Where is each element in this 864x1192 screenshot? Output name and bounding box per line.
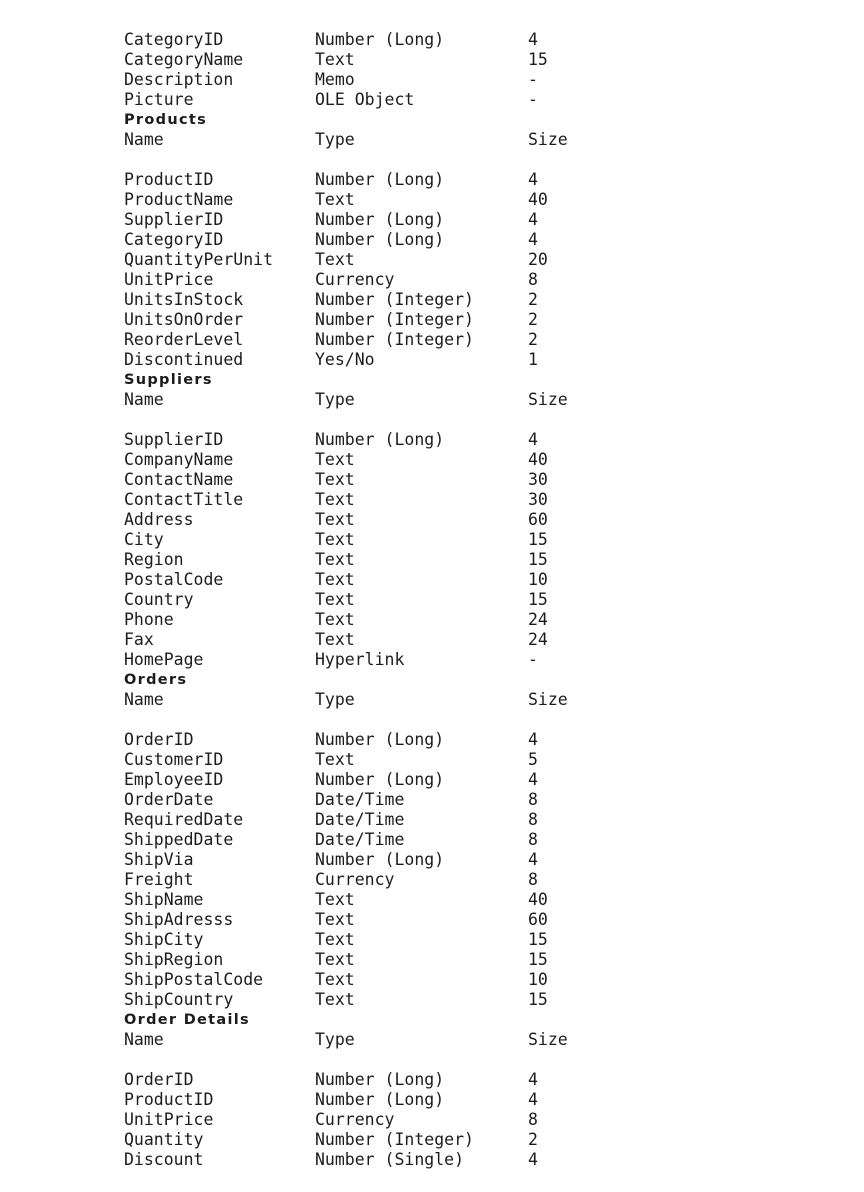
field-type: Text xyxy=(315,50,355,69)
table-title: Orders xyxy=(124,672,188,688)
field-name: RequiredDate xyxy=(124,810,244,829)
blank-line xyxy=(124,410,864,430)
field-type: Number (Integer) xyxy=(315,310,474,329)
field-type: Number (Long) xyxy=(315,770,445,789)
field-name: HomePage xyxy=(124,650,204,669)
field-name: ProductID xyxy=(124,1090,214,1109)
field-row xyxy=(124,30,864,50)
field-type: Text xyxy=(315,490,355,509)
field-row xyxy=(124,530,864,550)
field-row xyxy=(124,250,864,270)
field-size: 2 xyxy=(528,1130,538,1149)
field-type: Number (Long) xyxy=(315,730,445,749)
field-size: 8 xyxy=(528,810,538,829)
field-name: CategoryID xyxy=(124,30,224,49)
field-size: 15 xyxy=(528,950,548,969)
column-header-row xyxy=(124,130,864,150)
field-type: Date/Time xyxy=(315,830,405,849)
field-size: 40 xyxy=(528,890,548,909)
field-row xyxy=(124,170,864,190)
table-title: Suppliers xyxy=(124,372,213,388)
field-name: ShipAdresss xyxy=(124,910,234,929)
column-header-type: Type xyxy=(315,1030,355,1049)
field-row xyxy=(124,1110,864,1130)
field-row xyxy=(124,1150,864,1170)
field-size: 10 xyxy=(528,570,548,589)
field-name: UnitsOnOrder xyxy=(124,310,244,329)
field-name: Region xyxy=(124,550,184,569)
field-name: CustomerID xyxy=(124,750,224,769)
field-name: OrderID xyxy=(124,730,194,749)
field-name: Country xyxy=(124,590,194,609)
field-name: UnitPrice xyxy=(124,1110,214,1129)
field-type: Text xyxy=(315,570,355,589)
field-row xyxy=(124,510,864,530)
field-size: 4 xyxy=(528,230,538,249)
field-type: Number (Long) xyxy=(315,430,445,449)
field-type: Number (Long) xyxy=(315,210,445,229)
field-type: Text xyxy=(315,990,355,1009)
field-row xyxy=(124,1090,864,1110)
field-type: Memo xyxy=(315,70,355,89)
field-row xyxy=(124,630,864,650)
field-size: 1 xyxy=(528,350,538,369)
schema-table xyxy=(124,370,864,670)
field-size: 5 xyxy=(528,750,538,769)
field-size: 2 xyxy=(528,310,538,329)
column-header-type: Type xyxy=(315,130,355,149)
field-row xyxy=(124,550,864,570)
field-type: Currency xyxy=(315,1110,395,1129)
field-name: ShippedDate xyxy=(124,830,234,849)
field-type: Text xyxy=(315,950,355,969)
field-type: Number (Long) xyxy=(315,1070,445,1089)
column-header-row xyxy=(124,690,864,710)
field-row xyxy=(124,470,864,490)
field-size: 30 xyxy=(528,470,548,489)
field-type: Text xyxy=(315,470,355,489)
field-type: Text xyxy=(315,450,355,469)
field-row xyxy=(124,350,864,370)
field-type: OLE Object xyxy=(315,90,415,109)
field-name: OrderID xyxy=(124,1070,194,1089)
field-size: - xyxy=(528,90,538,109)
schema-table xyxy=(124,110,864,370)
column-header-name: Name xyxy=(124,690,164,709)
field-type: Hyperlink xyxy=(315,650,405,669)
field-row xyxy=(124,750,864,770)
field-type: Text xyxy=(315,250,355,269)
field-name: QuantityPerUnit xyxy=(124,250,274,269)
field-size: 8 xyxy=(528,790,538,809)
table-title: Order Details xyxy=(124,1012,250,1028)
field-type: Number (Long) xyxy=(315,850,445,869)
column-header-size: Size xyxy=(528,130,568,149)
field-size: 2 xyxy=(528,330,538,349)
field-size: 4 xyxy=(528,210,538,229)
field-size: 30 xyxy=(528,490,548,509)
field-row xyxy=(124,50,864,70)
field-size: 24 xyxy=(528,610,548,629)
field-size: 15 xyxy=(528,930,548,949)
field-name: ShipCity xyxy=(124,930,204,949)
field-row xyxy=(124,1130,864,1150)
field-type: Text xyxy=(315,930,355,949)
field-type: Yes/No xyxy=(315,350,375,369)
field-row xyxy=(124,890,864,910)
field-name: UnitsInStock xyxy=(124,290,244,309)
schema-table xyxy=(124,670,864,1010)
field-row xyxy=(124,330,864,350)
field-name: ShipName xyxy=(124,890,204,909)
field-row xyxy=(124,910,864,930)
field-name: PostalCode xyxy=(124,570,224,589)
field-size: 20 xyxy=(528,250,548,269)
field-name: Phone xyxy=(124,610,174,629)
field-name: Freight xyxy=(124,870,194,889)
field-type: Number (Integer) xyxy=(315,290,474,309)
field-name: SupplierID xyxy=(124,430,224,449)
schema-table xyxy=(124,1010,864,1170)
column-header-type: Type xyxy=(315,390,355,409)
field-type: Text xyxy=(315,890,355,909)
field-row xyxy=(124,610,864,630)
field-name: ShipVia xyxy=(124,850,194,869)
field-type: Text xyxy=(315,510,355,529)
field-size: 60 xyxy=(528,910,548,929)
field-name: City xyxy=(124,530,164,549)
column-header-row xyxy=(124,390,864,410)
blank-line xyxy=(124,150,864,170)
field-row xyxy=(124,590,864,610)
field-name: ReorderLevel xyxy=(124,330,244,349)
field-row xyxy=(124,810,864,830)
field-size: 4 xyxy=(528,30,538,49)
field-name: ShipRegion xyxy=(124,950,224,969)
field-size: 4 xyxy=(528,170,538,189)
field-row xyxy=(124,1070,864,1090)
field-size: 8 xyxy=(528,1110,538,1129)
field-row xyxy=(124,210,864,230)
field-type: Date/Time xyxy=(315,810,405,829)
field-size: 10 xyxy=(528,970,548,989)
field-row xyxy=(124,770,864,790)
field-type: Currency xyxy=(315,870,395,889)
field-row xyxy=(124,650,864,670)
field-name: UnitPrice xyxy=(124,270,214,289)
field-size: 15 xyxy=(528,550,548,569)
field-name: ShipCountry xyxy=(124,990,234,1009)
table-title: Products xyxy=(124,112,207,128)
field-size: 8 xyxy=(528,830,538,849)
field-name: ProductID xyxy=(124,170,214,189)
field-row xyxy=(124,850,864,870)
field-row xyxy=(124,230,864,250)
field-type: Text xyxy=(315,630,355,649)
field-name: Address xyxy=(124,510,194,529)
field-type: Number (Long) xyxy=(315,30,445,49)
field-row xyxy=(124,270,864,290)
field-type: Number (Single) xyxy=(315,1150,465,1169)
field-row xyxy=(124,290,864,310)
field-row xyxy=(124,870,864,890)
field-size: 4 xyxy=(528,1070,538,1089)
field-type: Text xyxy=(315,970,355,989)
field-row xyxy=(124,790,864,810)
field-row xyxy=(124,730,864,750)
column-header-size: Size xyxy=(528,690,568,709)
field-row xyxy=(124,190,864,210)
field-row xyxy=(124,950,864,970)
field-type: Number (Long) xyxy=(315,170,445,189)
field-name: CompanyName xyxy=(124,450,234,469)
field-size: 24 xyxy=(528,630,548,649)
field-type: Text xyxy=(315,590,355,609)
field-name: Discontinued xyxy=(124,350,244,369)
schema-table xyxy=(124,30,864,110)
field-size: 40 xyxy=(528,190,548,209)
field-row xyxy=(124,90,864,110)
column-header-name: Name xyxy=(124,1030,164,1049)
field-size: 4 xyxy=(528,1150,538,1169)
field-size: 15 xyxy=(528,50,548,69)
field-name: Fax xyxy=(124,630,154,649)
field-name: ProductName xyxy=(124,190,234,209)
field-name: ContactTitle xyxy=(124,490,244,509)
field-name: SupplierID xyxy=(124,210,224,229)
field-size: - xyxy=(528,70,538,89)
field-name: ShipPostalCode xyxy=(124,970,264,989)
field-size: 4 xyxy=(528,770,538,789)
field-name: OrderDate xyxy=(124,790,214,809)
column-header-name: Name xyxy=(124,130,164,149)
field-name: Quantity xyxy=(124,1130,204,1149)
column-header-size: Size xyxy=(528,1030,568,1049)
field-type: Number (Integer) xyxy=(315,330,474,349)
field-type: Number (Integer) xyxy=(315,1130,474,1149)
field-name: EmployeeID xyxy=(124,770,224,789)
field-size: 4 xyxy=(528,1090,538,1109)
field-row xyxy=(124,930,864,950)
field-type: Currency xyxy=(315,270,395,289)
field-size: 40 xyxy=(528,450,548,469)
field-name: Description xyxy=(124,70,234,89)
field-type: Text xyxy=(315,530,355,549)
field-name: ContactName xyxy=(124,470,234,489)
field-type: Text xyxy=(315,750,355,769)
field-row xyxy=(124,970,864,990)
field-type: Number (Long) xyxy=(315,1090,445,1109)
column-header-row xyxy=(124,1030,864,1050)
field-size: 60 xyxy=(528,510,548,529)
field-size: - xyxy=(528,650,538,669)
field-type: Text xyxy=(315,190,355,209)
field-row xyxy=(124,70,864,90)
field-size: 15 xyxy=(528,530,548,549)
field-row xyxy=(124,430,864,450)
field-row xyxy=(124,830,864,850)
blank-line xyxy=(124,710,864,730)
column-header-size: Size xyxy=(528,390,568,409)
field-size: 15 xyxy=(528,990,548,1009)
field-row xyxy=(124,310,864,330)
field-size: 4 xyxy=(528,430,538,449)
field-row xyxy=(124,570,864,590)
field-row xyxy=(124,450,864,470)
field-size: 8 xyxy=(528,870,538,889)
field-size: 4 xyxy=(528,850,538,869)
column-header-name: Name xyxy=(124,390,164,409)
field-size: 15 xyxy=(528,590,548,609)
field-size: 8 xyxy=(528,270,538,289)
field-row xyxy=(124,490,864,510)
field-name: CategoryID xyxy=(124,230,224,249)
field-name: Picture xyxy=(124,90,194,109)
field-row xyxy=(124,990,864,1010)
field-type: Date/Time xyxy=(315,790,405,809)
field-size: 2 xyxy=(528,290,538,309)
field-name: CategoryName xyxy=(124,50,244,69)
field-type: Text xyxy=(315,610,355,629)
field-type: Text xyxy=(315,550,355,569)
field-size: 4 xyxy=(528,730,538,749)
field-type: Number (Long) xyxy=(315,230,445,249)
column-header-type: Type xyxy=(315,690,355,709)
blank-line xyxy=(124,1050,864,1070)
field-type: Text xyxy=(315,910,355,929)
field-name: Discount xyxy=(124,1150,204,1169)
